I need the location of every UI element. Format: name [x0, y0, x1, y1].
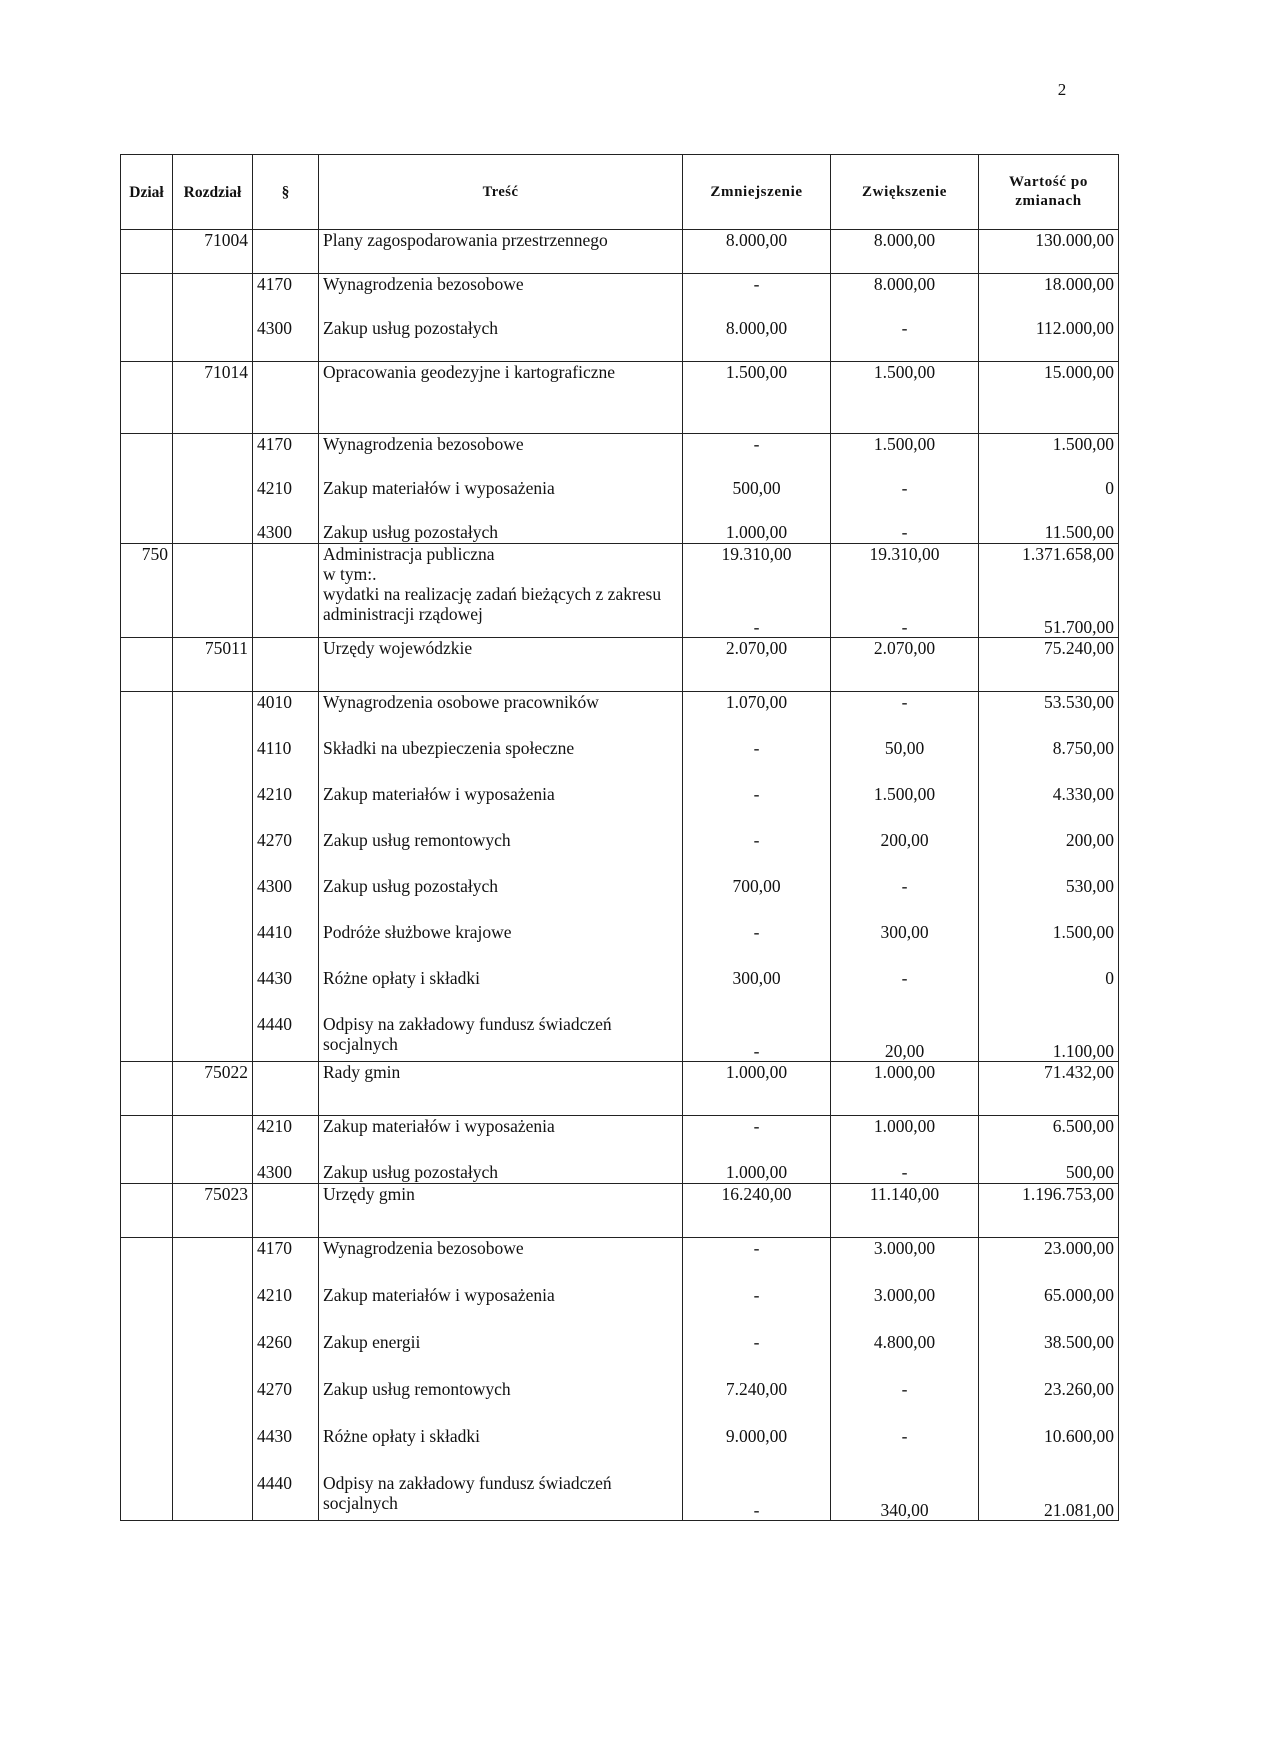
- cell-paragraf: 4300: [253, 876, 319, 922]
- cell-zwiekszenie: -: [831, 1426, 979, 1473]
- cell-dzial: 750: [121, 544, 173, 638]
- cell-tresc: Wynagrodzenia bezosobowe: [319, 1238, 683, 1285]
- cell-rozdzial: [173, 522, 253, 544]
- cell-zmniejszenie: 700,00: [683, 876, 831, 922]
- table-row: [121, 1238, 1119, 1285]
- cell-dzial: [121, 968, 173, 1014]
- table-row: [121, 318, 1119, 362]
- cell-paragraf: 4270: [253, 1379, 319, 1426]
- cell-wartosc: 21.081,00: [979, 1473, 1119, 1521]
- cell-paragraf: [253, 230, 319, 274]
- cell-zwiekszenie: 340,00: [831, 1473, 979, 1521]
- cell-rozdzial: 75011: [173, 638, 253, 692]
- cell-wartosc: 18.000,00: [979, 274, 1119, 318]
- cell-tresc: Różne opłaty i składki: [319, 1426, 683, 1473]
- cell-paragraf: 4210: [253, 1116, 319, 1162]
- cell-tresc: Urzędy gmin: [319, 1184, 683, 1238]
- cell-paragraf: [253, 544, 319, 638]
- cell-zmniejszenie: [683, 544, 831, 638]
- cell-rozdzial: [173, 544, 253, 638]
- cell-paragraf: 4170: [253, 274, 319, 318]
- table-row: [121, 1426, 1119, 1473]
- cell-zmniejszenie: 2.070,00: [683, 638, 831, 692]
- cell-tresc: Składki na ubezpieczenia społeczne: [319, 738, 683, 784]
- cell-zmniejszenie: 8.000,00: [683, 230, 831, 274]
- cell-tresc: Wynagrodzenia bezosobowe: [319, 274, 683, 318]
- table-row: [121, 922, 1119, 968]
- cell-zwiekszenie: 200,00: [831, 830, 979, 876]
- cell-wartosc: 53.530,00: [979, 692, 1119, 738]
- sub-value: -: [753, 617, 760, 637]
- header-tresc: Treść: [319, 155, 683, 230]
- table-row: [121, 784, 1119, 830]
- cell-rozdzial: [173, 1116, 253, 1162]
- cell-rozdzial: [173, 1014, 253, 1062]
- cell-wartosc: 10.600,00: [979, 1426, 1119, 1473]
- cell-paragraf: 4270: [253, 830, 319, 876]
- cell-zwiekszenie: 1.000,00: [831, 1116, 979, 1162]
- cell-zwiekszenie: 300,00: [831, 922, 979, 968]
- cell-zmniejszenie: 1.000,00: [683, 1162, 831, 1184]
- table-row: [121, 522, 1119, 544]
- cell-zwiekszenie: 3.000,00: [831, 1285, 979, 1332]
- cell-zmniejszenie: -: [683, 1238, 831, 1285]
- table-row: [121, 1162, 1119, 1184]
- table-row: [121, 362, 1119, 434]
- cell-zwiekszenie: 11.140,00: [831, 1184, 979, 1238]
- table-row: [121, 274, 1119, 318]
- cell-wartosc: 112.000,00: [979, 318, 1119, 362]
- cell-zwiekszenie: [831, 544, 979, 638]
- cell-dzial: [121, 230, 173, 274]
- cell-wartosc: 23.260,00: [979, 1379, 1119, 1426]
- table-row: [121, 434, 1119, 478]
- cell-zmniejszenie: 300,00: [683, 968, 831, 1014]
- cell-rozdzial: [173, 1285, 253, 1332]
- cell-zmniejszenie: -: [683, 434, 831, 478]
- cell-tresc: Zakup materiałów i wyposażenia: [319, 784, 683, 830]
- cell-tresc: Podróże służbowe krajowe: [319, 922, 683, 968]
- cell-dzial: [121, 830, 173, 876]
- cell-dzial: [121, 876, 173, 922]
- cell-zmniejszenie: -: [683, 784, 831, 830]
- cell-zwiekszenie: -: [831, 478, 979, 522]
- cell-zmniejszenie: 500,00: [683, 478, 831, 522]
- cell-zwiekszenie: -: [831, 1379, 979, 1426]
- cell-zmniejszenie: 1.070,00: [683, 692, 831, 738]
- cell-zwiekszenie: -: [831, 876, 979, 922]
- cell-zmniejszenie: -: [683, 922, 831, 968]
- cell-paragraf: 4300: [253, 1162, 319, 1184]
- cell-dzial: [121, 1116, 173, 1162]
- cell-zwiekszenie: -: [831, 692, 979, 738]
- cell-tresc: Rady gmin: [319, 1062, 683, 1116]
- cell-dzial: [121, 362, 173, 434]
- main-value: 19.310,00: [869, 544, 940, 564]
- cell-zmniejszenie: 7.240,00: [683, 1379, 831, 1426]
- cell-rozdzial: 75023: [173, 1184, 253, 1238]
- cell-rozdzial: [173, 434, 253, 478]
- cell-paragraf: 4110: [253, 738, 319, 784]
- cell-wartosc: 1.500,00: [979, 434, 1119, 478]
- header-wartosc: Wartość po zmianach: [979, 155, 1119, 230]
- header-zwiekszenie: Zwiększenie: [831, 155, 979, 230]
- cell-wartosc: 130.000,00: [979, 230, 1119, 274]
- cell-tresc: Odpisy na zakładowy fundusz świadczeń socjalnych: [319, 1014, 683, 1062]
- cell-zmniejszenie: -: [683, 738, 831, 784]
- cell-paragraf: 4430: [253, 1426, 319, 1473]
- cell-rozdzial: 75022: [173, 1062, 253, 1116]
- cell-dzial: [121, 1162, 173, 1184]
- cell-tresc: [319, 544, 683, 638]
- cell-dzial: [121, 1238, 173, 1285]
- cell-dzial: [121, 274, 173, 318]
- cell-paragraf: 4260: [253, 1332, 319, 1379]
- cell-zmniejszenie: -: [683, 1332, 831, 1379]
- cell-zmniejszenie: -: [683, 1473, 831, 1521]
- budget-table: [120, 154, 1119, 1521]
- cell-tresc: Zakup usług pozostałych: [319, 1162, 683, 1184]
- table-row: [121, 478, 1119, 522]
- table-row: [121, 544, 1119, 638]
- cell-tresc: Różne opłaty i składki: [319, 968, 683, 1014]
- cell-rozdzial: [173, 738, 253, 784]
- cell-wartosc: [979, 544, 1119, 638]
- table-row: [121, 738, 1119, 784]
- cell-zmniejszenie: -: [683, 1285, 831, 1332]
- table-row: [121, 692, 1119, 738]
- cell-tresc: Odpisy na zakładowy fundusz świadczeń socjalnych: [319, 1473, 683, 1521]
- cell-rozdzial: [173, 1426, 253, 1473]
- cell-dzial: [121, 1473, 173, 1521]
- cell-rozdzial: [173, 1162, 253, 1184]
- cell-zmniejszenie: 8.000,00: [683, 318, 831, 362]
- cell-rozdzial: [173, 784, 253, 830]
- cell-zwiekszenie: -: [831, 968, 979, 1014]
- table-row: [121, 1473, 1119, 1521]
- table-row: [121, 876, 1119, 922]
- cell-zwiekszenie: 3.000,00: [831, 1238, 979, 1285]
- cell-dzial: [121, 1184, 173, 1238]
- cell-rozdzial: 71004: [173, 230, 253, 274]
- cell-dzial: [121, 522, 173, 544]
- cell-paragraf: 4170: [253, 1238, 319, 1285]
- cell-dzial: [121, 738, 173, 784]
- cell-zwiekszenie: 8.000,00: [831, 230, 979, 274]
- cell-wartosc: 1.196.753,00: [979, 1184, 1119, 1238]
- table-row: [121, 638, 1119, 692]
- cell-dzial: [121, 1285, 173, 1332]
- cell-tresc: Zakup usług remontowych: [319, 1379, 683, 1426]
- cell-zmniejszenie: -: [683, 1116, 831, 1162]
- cell-tresc: Zakup materiałów i wyposażenia: [319, 1285, 683, 1332]
- cell-wartosc: 75.240,00: [979, 638, 1119, 692]
- cell-rozdzial: [173, 1473, 253, 1521]
- cell-tresc: Wynagrodzenia bezosobowe: [319, 434, 683, 478]
- cell-rozdzial: [173, 478, 253, 522]
- cell-zmniejszenie: -: [683, 274, 831, 318]
- cell-zmniejszenie: 1.500,00: [683, 362, 831, 434]
- table-row: [121, 1379, 1119, 1426]
- cell-dzial: [121, 638, 173, 692]
- cell-zwiekszenie: 1.500,00: [831, 784, 979, 830]
- tresc-line: wydatki na realizację zadań bieżących z zakresu administracji rządowej: [323, 584, 662, 624]
- sub-value: 51.700,00: [1044, 617, 1114, 637]
- cell-wartosc: 0: [979, 968, 1119, 1014]
- header-zmniejszenie: Zmniejszenie: [683, 155, 831, 230]
- table-row: [121, 968, 1119, 1014]
- cell-paragraf: 4430: [253, 968, 319, 1014]
- cell-tresc: Opracowania geodezyjne i kartograficzne: [319, 362, 683, 434]
- cell-tresc: Zakup usług pozostałych: [319, 522, 683, 544]
- table-row: [121, 1062, 1119, 1116]
- cell-tresc: Urzędy wojewódzkie: [319, 638, 683, 692]
- cell-wartosc: 38.500,00: [979, 1332, 1119, 1379]
- cell-dzial: [121, 1426, 173, 1473]
- cell-zmniejszenie: -: [683, 1014, 831, 1062]
- sub-value: -: [901, 617, 908, 637]
- header-dzial: Dział: [121, 155, 173, 230]
- cell-rozdzial: [173, 968, 253, 1014]
- table-row: [121, 1014, 1119, 1062]
- cell-tresc: Zakup usług remontowych: [319, 830, 683, 876]
- cell-zwiekszenie: -: [831, 1162, 979, 1184]
- cell-zmniejszenie: 1.000,00: [683, 1062, 831, 1116]
- cell-wartosc: 200,00: [979, 830, 1119, 876]
- page-number: 2: [1057, 80, 1067, 99]
- cell-rozdzial: [173, 274, 253, 318]
- cell-zmniejszenie: 9.000,00: [683, 1426, 831, 1473]
- cell-tresc: Zakup materiałów i wyposażenia: [319, 478, 683, 522]
- cell-wartosc: 23.000,00: [979, 1238, 1119, 1285]
- cell-zwiekszenie: 1.000,00: [831, 1062, 979, 1116]
- cell-dzial: [121, 1332, 173, 1379]
- cell-zwiekszenie: 20,00: [831, 1014, 979, 1062]
- cell-paragraf: 4410: [253, 922, 319, 968]
- cell-paragraf: [253, 638, 319, 692]
- cell-wartosc: 6.500,00: [979, 1116, 1119, 1162]
- cell-paragraf: 4210: [253, 784, 319, 830]
- cell-paragraf: [253, 1184, 319, 1238]
- cell-zwiekszenie: 50,00: [831, 738, 979, 784]
- cell-dzial: [121, 922, 173, 968]
- table-row: [121, 1285, 1119, 1332]
- cell-zmniejszenie: 16.240,00: [683, 1184, 831, 1238]
- cell-rozdzial: [173, 830, 253, 876]
- table-body: [121, 230, 1119, 1521]
- cell-wartosc: 500,00: [979, 1162, 1119, 1184]
- table-row: [121, 1116, 1119, 1162]
- cell-wartosc: 1.500,00: [979, 922, 1119, 968]
- cell-paragraf: [253, 1062, 319, 1116]
- cell-wartosc: 71.432,00: [979, 1062, 1119, 1116]
- cell-rozdzial: [173, 692, 253, 738]
- header-rozdzial: Rozdział: [173, 155, 253, 230]
- cell-dzial: [121, 318, 173, 362]
- cell-rozdzial: [173, 876, 253, 922]
- cell-zwiekszenie: 8.000,00: [831, 274, 979, 318]
- table-row: [121, 1184, 1119, 1238]
- cell-wartosc: 15.000,00: [979, 362, 1119, 434]
- cell-paragraf: 4300: [253, 522, 319, 544]
- cell-paragraf: 4300: [253, 318, 319, 362]
- cell-tresc: Zakup materiałów i wyposażenia: [319, 1116, 683, 1162]
- cell-dzial: [121, 1062, 173, 1116]
- cell-rozdzial: [173, 1238, 253, 1285]
- table-row: [121, 830, 1119, 876]
- table-row: [121, 230, 1119, 274]
- cell-wartosc: 11.500,00: [979, 522, 1119, 544]
- cell-rozdzial: [173, 318, 253, 362]
- table-header-row: [121, 155, 1119, 230]
- cell-zwiekszenie: -: [831, 318, 979, 362]
- cell-rozdzial: [173, 1379, 253, 1426]
- cell-rozdzial: 71014: [173, 362, 253, 434]
- cell-paragraf: 4210: [253, 478, 319, 522]
- cell-zmniejszenie: 1.000,00: [683, 522, 831, 544]
- cell-tresc: Zakup usług pozostałych: [319, 876, 683, 922]
- tresc-line: w tym:.: [323, 564, 377, 584]
- cell-wartosc: 4.330,00: [979, 784, 1119, 830]
- cell-wartosc: 65.000,00: [979, 1285, 1119, 1332]
- cell-wartosc: 530,00: [979, 876, 1119, 922]
- cell-tresc: Zakup energii: [319, 1332, 683, 1379]
- cell-tresc: Plany zagospodarowania przestrzennego: [319, 230, 683, 274]
- cell-tresc: Zakup usług pozostałych: [319, 318, 683, 362]
- cell-rozdzial: [173, 922, 253, 968]
- cell-wartosc: 8.750,00: [979, 738, 1119, 784]
- cell-dzial: [121, 434, 173, 478]
- main-value: 1.371.658,00: [1022, 544, 1114, 564]
- main-value: 19.310,00: [721, 544, 792, 564]
- cell-zwiekszenie: 1.500,00: [831, 362, 979, 434]
- cell-paragraf: 4170: [253, 434, 319, 478]
- cell-wartosc: 0: [979, 478, 1119, 522]
- cell-paragraf: 4440: [253, 1473, 319, 1521]
- cell-paragraf: 4210: [253, 1285, 319, 1332]
- table-row: [121, 1332, 1119, 1379]
- cell-paragraf: [253, 362, 319, 434]
- cell-dzial: [121, 1379, 173, 1426]
- cell-zwiekszenie: 2.070,00: [831, 638, 979, 692]
- cell-dzial: [121, 692, 173, 738]
- cell-paragraf: 4440: [253, 1014, 319, 1062]
- cell-tresc: Wynagrodzenia osobowe pracowników: [319, 692, 683, 738]
- cell-rozdzial: [173, 1332, 253, 1379]
- cell-dzial: [121, 1014, 173, 1062]
- cell-zwiekszenie: 1.500,00: [831, 434, 979, 478]
- cell-zwiekszenie: -: [831, 522, 979, 544]
- cell-zmniejszenie: -: [683, 830, 831, 876]
- cell-paragraf: 4010: [253, 692, 319, 738]
- cell-zwiekszenie: 4.800,00: [831, 1332, 979, 1379]
- header-paragraf: §: [253, 155, 319, 230]
- cell-dzial: [121, 478, 173, 522]
- cell-wartosc: 1.100,00: [979, 1014, 1119, 1062]
- tresc-line: Administracja publiczna: [323, 544, 495, 564]
- cell-dzial: [121, 784, 173, 830]
